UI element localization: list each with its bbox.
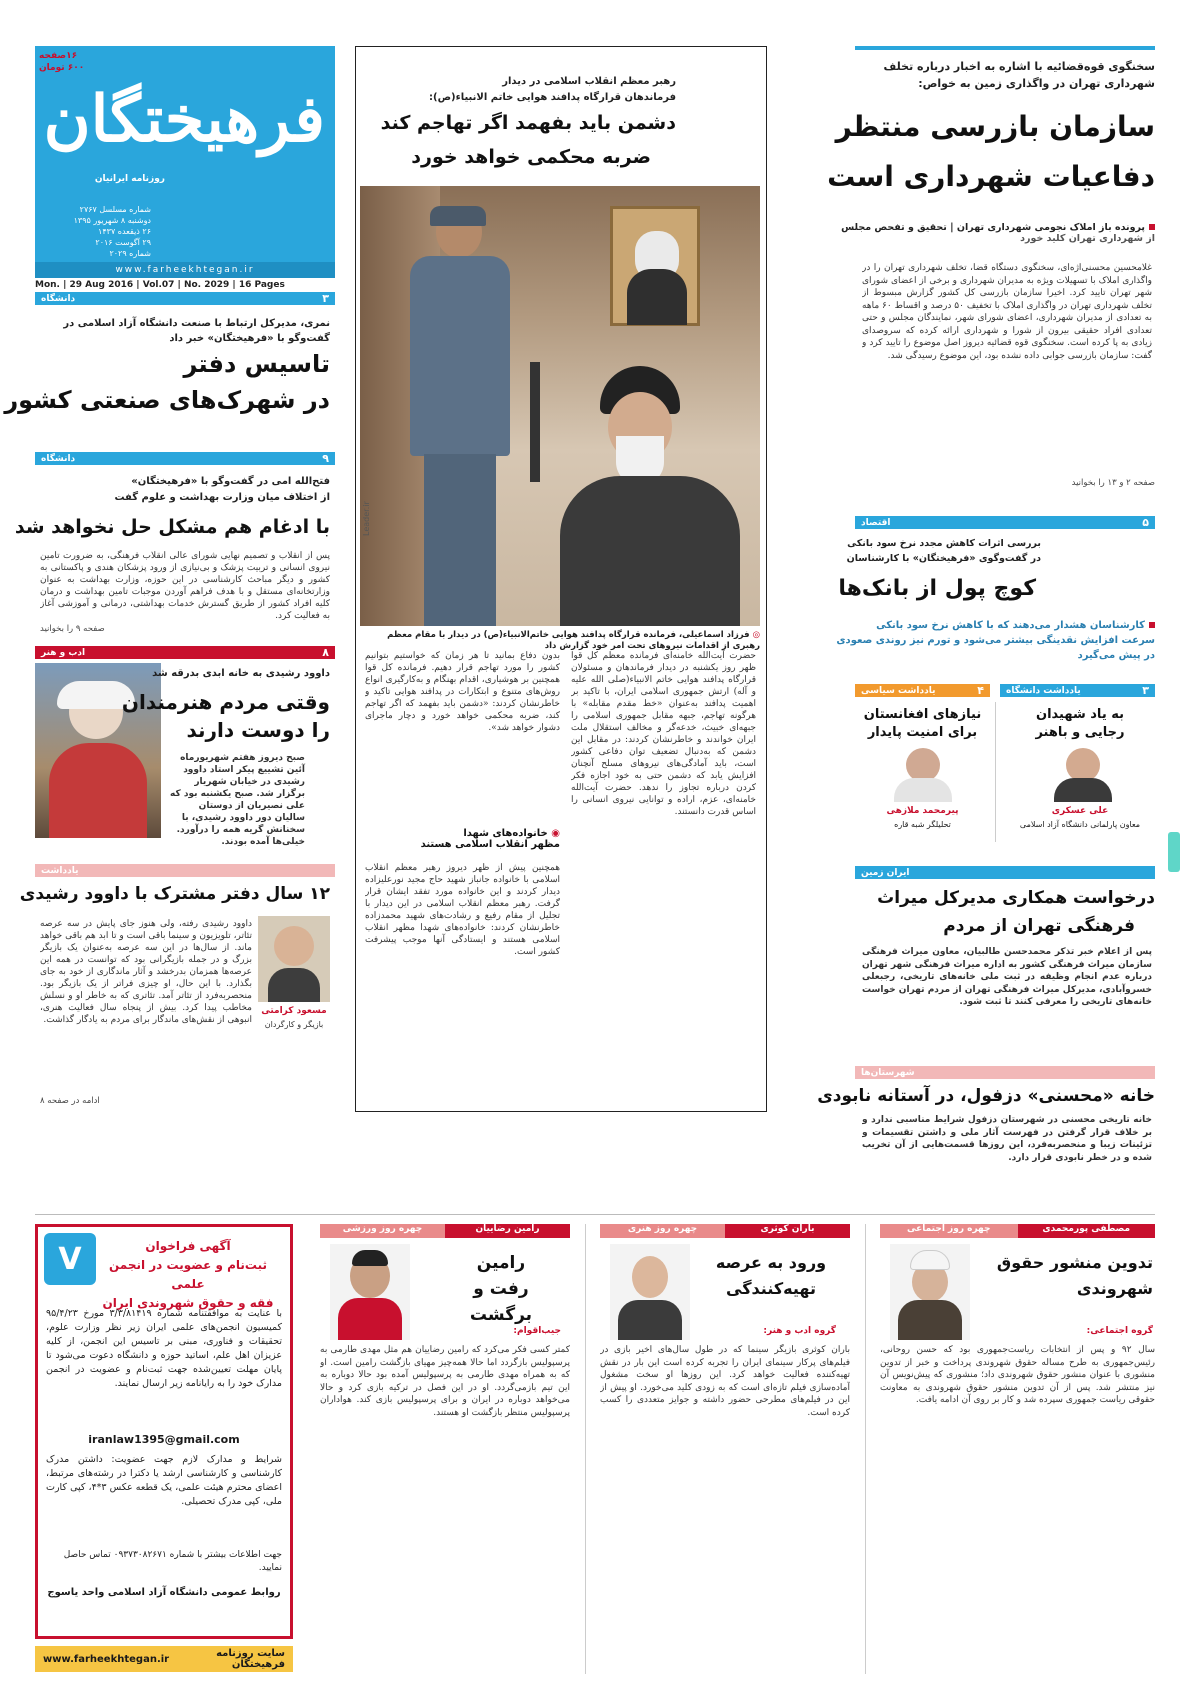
ad-body: با عنایت به موافقتنامه شماره ۳/۳/۸۱۴۱۹ مورخ ۹۵/۴/۲۳ کمیسیون انجمن‌های علمی ایران زیر نظر وزارت علوم، تحقیقات و فناوری، مبنی بر تاسیس این انجمن، از کلیه عزیزان اهل علم، اساتید حوزه و دانشگاه دعوت می‌شود تا پایان مهلت تعیین‌شده جهت ثبت‌نام و عضویت در انجمن مدارک خود را به رایانامه زیر ارسال نمایند.	[46, 1308, 282, 1389]
site-banner[interactable]	[35, 1646, 293, 1672]
note-left-headline	[860, 706, 985, 742]
sport-headline-1: رامین	[476, 1253, 526, 1273]
headline-office: تاسیس دفتر	[183, 350, 330, 378]
art-headline-1: ورود به عرصه	[715, 1253, 827, 1272]
page-number: ۴	[977, 684, 984, 697]
logo-subtitle: روزنامه ایرانیان	[94, 174, 165, 184]
section-name: شهرستان‌ها	[861, 1067, 915, 1078]
wall-portrait	[610, 206, 700, 326]
page-number: ۹	[322, 452, 329, 465]
iran-headline-1: درخواست همکاری مدیرکل میراث	[877, 888, 1155, 908]
sport-photo	[330, 1244, 410, 1340]
date-persian: دوشنبه ۸ شهریور ۱۳۹۵	[73, 216, 151, 225]
date-english: ۲۹ آگوست ۲۰۱۶	[95, 238, 151, 247]
ad-title	[94, 1237, 282, 1313]
logo: فرهیختگان	[43, 82, 325, 157]
art-photo	[610, 1244, 690, 1340]
subhead-line-2: مظهر انقلاب اسلامی هستند	[420, 839, 560, 850]
lead-sub	[841, 222, 1155, 244]
website-link[interactable]: www.farheekhtegan.ir	[115, 265, 255, 275]
econ-headline: کوچ پول از بانک‌ها	[838, 576, 1036, 601]
social-author: مصطفی پورمحمدی	[1018, 1224, 1156, 1238]
sport-tag: چهره روز ورزشی	[320, 1224, 445, 1238]
art-author: باران کوثری	[725, 1224, 850, 1238]
art-headline	[706, 1250, 836, 1302]
note-left-role: تحلیلگر شبه قاره	[894, 820, 951, 829]
note-right-line-2: رجایی و باهنر	[1035, 725, 1125, 740]
kicker-2: از اختلاف میان وزارت بهداشت و علوم گفت	[114, 492, 330, 503]
headline-12-years: ۱۲ سال دفتر مشترک با داوود رشیدی	[19, 884, 330, 904]
art-kicker: گروه ادب و هنر:	[763, 1326, 836, 1336]
section-name: یادداشت	[41, 865, 79, 876]
author-role: بازیگر و کارگردان	[264, 1020, 324, 1029]
page-number: ۳	[1142, 684, 1149, 697]
sport-author: رامین رضاییان	[445, 1224, 570, 1238]
kicker: نمری، مدیرکل ارتباط با صنعت دانشگاه آزاد اسلامی در گفت‌وگو با «فرهیختگان» خبر داد	[63, 318, 330, 344]
serial-number: شماره مسلسل ۲۷۶۷	[79, 205, 151, 214]
subhead-line-1: خانواده‌های شهدا	[463, 828, 548, 839]
center-body-sub: همچنین پیش از ظهر دیروز رهبر معظم انقلاب اسلامی با خانواده جانباز شهید حاج مجید نورعلیزاده دیدار کردند و این خانواده مورد تفقد ایشان قرار گرفت. رهبر معظم انقلاب اسلامی در این دیدار با تجلیل از مقام رفیع و رشادت‌های شهید محمدزاده خاطرنشان کردند: خانواده‌های شهدا مظهر انقلاب اسلامی هستند و ایستادگی آنها موجب پیشرفت کشور است.	[365, 863, 560, 957]
section-bar-university	[35, 292, 335, 305]
sport-body: کمتر کسی فکر می‌کرد که رامین رضاییان هم مثل مهدی طارمی به پرسپولیس بازگردد اما حالا همه‌چیز مهیای بازگشت رامین است. او که به همراه مهدی طارمی به پرسپولیس آمده بود حالا دوباره به این تیم بازمی‌گردد. او در این فصل در ترکیه بازی کرد و حالا می‌خواهد دوباره در ایران و برای پرسپولیس بازی کند. هواداران پرسپولیس منتظر بازگشت او هستند.	[320, 1345, 570, 1418]
social-tag-bar	[880, 1224, 1155, 1238]
page-edge-tab	[1168, 832, 1180, 872]
headline-industrial: در شهرک‌های صنعتی کشور	[4, 386, 330, 414]
econ-kicker-2: در گفت‌وگوی «فرهیختگان» با کارشناسان	[846, 553, 1041, 564]
section-name: یادداشت دانشگاه	[1006, 685, 1081, 696]
note-left-author: پیرمحمد ملازهی	[886, 806, 959, 816]
photo-credit: Leader.ir	[362, 501, 371, 536]
lead-headline-1: سازمان بازرسی منتظر	[835, 110, 1155, 143]
center-body-left: بدون دفاع بمانید تا هر زمان که خواستیم بتوانیم کشور را مورد تهاجم قرار دهیم. فرمانده کل قوا همچنین بر هوشیاری، اقدام بهنگام و به‌کارگیری انواع روش‌های متنوع و ابتکارات در پدافند هوایی تاکید و خاطرنشان کردند: «دشمن باید بفهمد که اگر تهاجم کند، ضربه محکمی خواهد خورد و دچار ماجرای دشوار خواهد شد».	[365, 651, 560, 733]
caption-text: فرزاد اسماعیلی، فرمانده قرارگاه پدافند هوایی خاتم‌الانبیاء(ص) در دیدار با مقام معظم رهبری از اقدامات نیروهای تحت امر خود گزارش داد	[387, 630, 760, 651]
photo-caption	[360, 630, 760, 652]
section-bar-note	[35, 864, 335, 877]
center-headline-2: ضربه محکمی خواهد خورد	[411, 146, 651, 168]
lead-headline-2: دفاعیات شهرداری است	[827, 160, 1155, 193]
lead-kicker: سخنگوی قوه‌قضائیه با اشاره به اخبار درباره تخلف شهرداری تهران در واگذاری زمین به خواص:	[883, 60, 1155, 90]
center-body-right: حضرت آیت‌الله خامنه‌ای فرمانده معظم کل قوا ظهر روز یکشنبه در دیدار فرماندهان و مسئولان قرارگاه پدافند هوایی خاتم الانبیاء(صلی الله علیه و آله) ارتش جمهوری اسلامی ایران، با تاکید بر اهمیت پدافند به‌عنوان «خط مقدم مقابله» با هرگونه تهاجم، جبهه مقابل جمهوری اسلامی را جبهه‌ای خبیث، خدعه‌گر و مخالف استقلال ملت ایران خواندند و خاطرنشان کردند: در مقابل این دشمن که به‌دنبال تضعیف توان دفاعی کشور است، باید آمادگی‌های نیروهای مسلح آنچنان افزایش یابد که دشمن حتی به خود اجازه فکر کردن درباره تجاوز را ندهد. حضرت آیت‌الله خامنه‌ای، عزم، اراده و توانایی نیروی انسانی را اساس قدرت دانستند.	[571, 651, 756, 817]
section-name: ادب و هنر	[41, 647, 86, 658]
note-left-photo	[890, 748, 956, 802]
sport-kicker: جیب‌اقوام:	[513, 1326, 561, 1336]
social-photo	[890, 1244, 970, 1340]
section-bar-economy	[855, 516, 1155, 529]
social-tag: چهره روز اجتماعی	[880, 1224, 1018, 1238]
page-number: ۸	[322, 646, 329, 659]
subhead: ◉ خانواده‌های شهدا مظهر انقلاب اسلامی هستند	[420, 828, 560, 850]
ad-org: روابط عمومی دانشگاه آزاد اسلامی واحد یاسوج	[47, 1587, 281, 1598]
sport-headline-2: رفت و برگشت	[469, 1279, 533, 1325]
social-headline-1: تدوین منشور حقوق	[996, 1253, 1153, 1272]
read-more[interactable]: صفحه ۹ را بخوانید	[40, 624, 105, 634]
ad-docs: شرایط و مدارک لازم جهت عضویت: داشتن مدرک کارشناسی و کارشناسی ارشد یا دکترا در رشته‌های مرتبط، اعضای محترم هیئت علمی، یک قطعه عکس ۳*۴، کپی کارت ملی، کپی مدرک تحصیلی.	[46, 1454, 282, 1507]
econ-kicker: بررسی اثرات کاهش مجدد نرخ سود بانکی	[847, 538, 1041, 549]
ad-title-1: آگهی فراخوان	[145, 1239, 231, 1253]
iran-body: پس از اعلام خبر تذکر محمدحسن طالبیان، معاون میراث فرهنگی سازمان میراث فرهنگی کشور به اداره میراث فرهنگی شهر تهران درباره عدم انجام وظیفه در ثبت ملی خانه‌های تاریخی، رجبعلی خسروآبادی، مدیرکل میراث فرهنگی تهران از مردم تهران خواست خانه‌های تاریخی را معرفی کنند تا ثبت شود.	[862, 947, 1152, 1007]
sport-headline	[441, 1250, 561, 1328]
kicker: فتح‌الله امی در گفت‌وگو با «فرهیختگان»	[131, 476, 330, 487]
center-kicker-2: فرماندهان قرارگاه پدافند هوایی خاتم الانبیاء(ص):	[429, 92, 676, 103]
section-bar-political	[855, 684, 990, 697]
econ-sub	[836, 618, 1155, 663]
date-hijri: ۲۶ ذیقعده ۱۴۳۷	[98, 227, 151, 236]
ad-email[interactable]: iranlaw1395@gmail.com	[88, 1433, 240, 1446]
issue-number: شماره ۲۰۲۹	[109, 249, 151, 258]
section-name: دانشگاه	[41, 453, 76, 464]
city-headline: خانه «محسنی» دزفول، در آستانه نابودی	[817, 1086, 1155, 1106]
social-headline-2: شهروندی	[1076, 1279, 1153, 1298]
site-label: سایت روزنامه فرهیختگان	[216, 1648, 285, 1670]
main-photo	[360, 186, 760, 626]
econ-sub-line-1: کارشناسان هشدار می‌دهند که با کاهش نرخ سود بانکی	[876, 620, 1145, 631]
article-body: داوود رشیدی رفته، ولی هنوز جای پایش در سه عرصه تئاتر، تلویزیون و سینما باقی است و تا ابد هم باقی خواهد ماند. از سال‌ها در این سه عرصه به‌عنوان یک بازیگر بزرگ و در جمله بازیگرانی بود که توانست در همه این عرصه‌ها همزمان بدرخشد و آثار ماندگاری از خود به جای بگذارد. با این حال، او چیزی فراتر از یک بازیگر بود. منحصربه‌فرد از تئاتر آمد. تئاتری که به خاطر او و نسلش مخاطب پیدا کرد. بیش از پنجاه سال فعالیت هنری، انبوهی از نقش‌های ماندگار برای مردم به یادگار گذاشت.	[40, 919, 252, 1025]
continued-ref[interactable]: ادامه در صفحه ۸	[40, 1096, 100, 1106]
note-right-photo	[1050, 748, 1116, 802]
art-tag-bar	[600, 1224, 850, 1238]
ad-box	[35, 1224, 293, 1639]
section-name: ایران زمین	[861, 867, 910, 878]
note-left-line-2: برای امنیت پایدار	[867, 725, 978, 740]
headline-artists: وقتی مردم هنرمندان	[121, 690, 330, 714]
art-headline-2: تهیه‌کنندگی	[726, 1279, 816, 1298]
university-logo: V	[44, 1233, 96, 1285]
page-number: ۳	[322, 292, 329, 305]
ad-title-3: فقه و حقوق شهروندی ایران	[102, 1296, 274, 1310]
page-count: ۱۶صفحه	[39, 51, 78, 61]
city-body: خانه تاریخی محسنی در شهرستان دزفول شرایط مناسبی ندارد و بر خلاف قرار گرفتن در فهرست آثار ملی و داشتن تقسیمات و تزئینات زیبا و منحصربه‌فرد، این روزها قسمت‌هایی از آن تخریب شده و در خطر نابودی قرار دارد.	[862, 1115, 1152, 1163]
article-body: پس از انقلاب و تصمیم نهایی شورای عالی انقلاب فرهنگی، به ضرورت تامین نیروی انسانی و تربیت پزشک و بی‌نیازی از ورود پزشکان هندی و پاکستانی به کشور و دیگر مباحث کارشناسی در این حوزه، وزارت بهداشت به عنوان وزارتخانه‌ای مستقل و با هدف فراهم آوردن موجبات تامین بهداشت و درمان کلیه افراد کشور از طریق گسترش خدمات بهداشتی، درمانی و آموزشی آغاز به فعالیت کرد.	[40, 551, 330, 620]
note-left-line-1: نیازهای افغانستان	[863, 707, 982, 722]
officer	[400, 206, 520, 626]
lead-body: غلامحسین محسنی‌اژه‌ای، سخنگوی دستگاه قضا، تخلف شهرداری تهران را در واگذاری املاک با تسهیلات ویژه به مدیران شهرداری و برخی از اعضای شورای شهر تهران تایید کرد. اخیرا سازمان بازرسی کل کشور گزارش مبسوط از تخلف شهرداری تهران در واگذاری املاک با تخفیف ۵۰ درصد و اقساط ۶۰ ماهه به تعدادی از مدیران شهرداری، اعضای شورای شهر، نمایندگان مجلس و حتی تعدادی افراد حقیقی بیرون از شورا و شهرداری ارائه کرده که سروصدای زیادی به پا کرده است. سخنگوی قوه قضائیه دیروز اصل موضوع را تایید کرد و گفت: سازمان بازرسی جوابی داده نشده بود، این موضوع رسیدگی شد.	[862, 263, 1152, 361]
social-body: سال ۹۲ و پس از انتخابات ریاست‌جمهوری بود که حسن روحانی، رئیس‌جمهوری به طرح مساله حقوق شهروندی پرداخت و خبر از تدوین منشوری با عنوان منشور حقوق شهروندی داد؛ منشوری که پیش‌نویس آن نیز منتشر شد. پس از آن تدوین منشور حقوق شهروندی به معاونت حقوقی ریاست جمهوری سپرده شد و کار بر روی آن ادامه یافت.	[880, 1345, 1155, 1405]
social-kicker: گروه اجتماعی:	[1086, 1326, 1153, 1336]
sport-tag-bar	[320, 1224, 570, 1238]
article-body-cont	[40, 1034, 330, 1094]
art-body: باران کوثری بازیگر سینما که در طول سال‌های اخیر بازی در فیلم‌های پرکار سینمای ایران را تجربه کرده است این بار در نقش تهیه‌کننده فعالیت خواهد کرد. این روزها او سخت مشغول آماده‌سازی فیلم تازه‌ای است که به زودی کلید می‌خورد. او پیش از این در فیلم‌های مطرحی حضور داشته و جوایز متعددی را کسب کرده است.	[600, 1345, 850, 1418]
article-body: صبح دیروز هفتم شهریورماه آئین تشییع پیکر استاد داوود رشیدی در خیابان شهریار برگزار شد. صبح یکشنبه بود که علی نصیریان از دوستان سالیان دور داوود رشیدی، با سخنانش گریه همه را درآورد. خیلی‌ها آمده بودند.	[170, 753, 305, 847]
econ-sub-line-2: سرعت افزایش نقدینگی بیشتر می‌شود و تورم نیز روندی صعودی	[836, 635, 1155, 646]
lead-read-more[interactable]: صفحه ۲ و ۱۳ را بخوانید	[1071, 478, 1155, 488]
price: ۶۰۰ تومان	[39, 63, 85, 73]
social-headline	[983, 1250, 1153, 1302]
site-url[interactable]: www.farheekhtegan.ir	[43, 1653, 170, 1665]
section-bar-iran	[855, 866, 1155, 879]
headline-love: را دوست دارند	[186, 718, 330, 742]
iran-headline-2: فرهنگی تهران از مردم	[943, 916, 1135, 936]
center-kicker: رهبر معظم انقلاب اسلامی در دیدار	[502, 76, 676, 87]
kicker: داوود رشیدی به خانه ابدی بدرقه شد	[152, 668, 330, 679]
headline-merge: با ادغام هم مشکل حل نخواهد شد	[14, 516, 330, 538]
camera-icon: ◎	[752, 630, 760, 640]
section-name: یادداشت سیاسی	[861, 685, 936, 696]
note-right-role: معاون پارلمانی دانشگاه آزاد اسلامی	[1019, 820, 1141, 829]
section-bar-cities	[855, 1066, 1155, 1079]
note-right-headline	[1010, 706, 1150, 742]
author-photo	[258, 916, 330, 1002]
leader	[550, 366, 750, 626]
page-number: ۵	[1142, 516, 1149, 529]
lead-sub-line-2: از شهرداری تهران کلید خورد	[1020, 233, 1155, 244]
section-name: اقتصاد	[861, 517, 891, 528]
lead-sub-line-1: پرونده باز املاک نجومی شهرداری تهران | تحقیق و تفحص مجلس	[841, 222, 1145, 233]
note-right-line-1: به یاد شهیدان	[1036, 707, 1124, 722]
section-bar-culture	[35, 646, 335, 659]
section-name: دانشگاه	[41, 293, 76, 304]
econ-sub-line-3: در پیش می‌گیرد	[1077, 650, 1155, 661]
author-name: مسعود کرامتی	[261, 1006, 327, 1016]
section-bar-univ-note	[1000, 684, 1155, 697]
masthead	[35, 46, 335, 278]
section-bar-university-2	[35, 452, 335, 465]
note-right-author: علی عسکری	[1051, 806, 1109, 816]
english-line: Mon. | 29 Aug 2016 | Vol.07 | No. 2029 | 16 Pages	[35, 280, 335, 293]
center-headline-1: دشمن باید بفهمد اگر تهاجم کند	[380, 112, 676, 134]
art-tag: چهره روز هنری	[600, 1224, 725, 1238]
ad-contact: جهت اطلاعات بیشتر با شماره ۰۹۳۷۳۰۸۲۶۷۱ تماس حاصل نمایید.	[63, 1550, 282, 1573]
ad-title-2: ثبت‌نام و عضویت در انجمن علمی	[108, 1258, 267, 1291]
issue-info	[41, 204, 151, 259]
website-strip[interactable]	[35, 262, 335, 278]
